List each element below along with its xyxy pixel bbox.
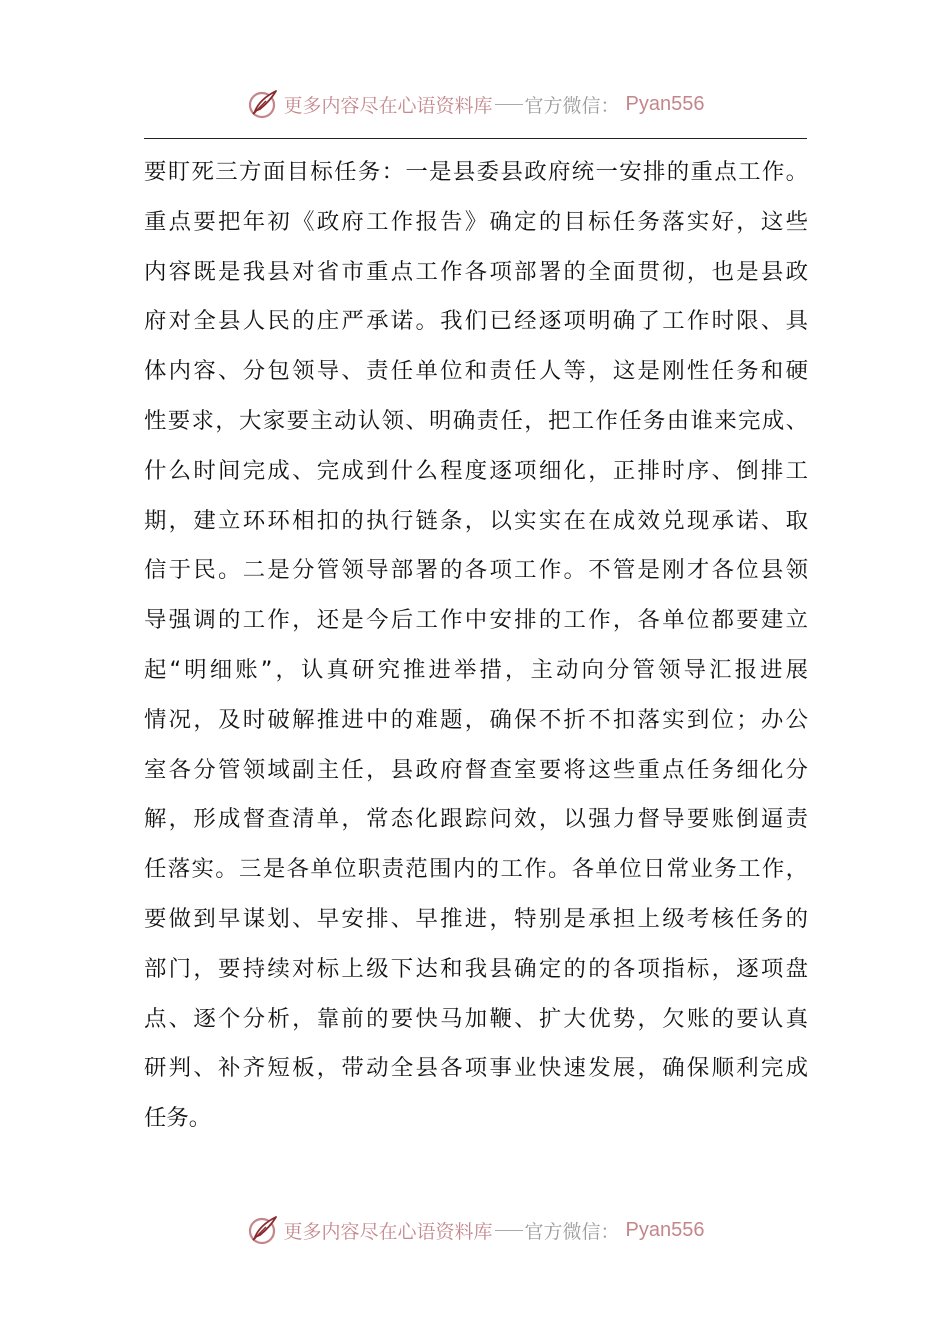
header-site-text: 更多内容尽在心语资料库 xyxy=(283,94,493,117)
body-line: 解，形成督查清单，常态化跟踪问效，以强力督导要账倒逼责 xyxy=(144,806,808,833)
body-line: 内容既是我县对省市重点工作各项部署的全面贯彻，也是县政 xyxy=(144,258,808,285)
body-line: 期，建立环环相扣的执行链条，以实实在在成效兑现承诺、取 xyxy=(144,507,808,534)
body-line-last: 任务。 xyxy=(144,1105,212,1132)
header-wechat-id: Pyan556 xyxy=(625,92,705,115)
body-line: 情况，及时破解推进中的难题，确保不折不扣落实到位；办公 xyxy=(144,706,808,733)
body-line: 导强调的工作，还是今后工作中安排的工作，各单位都要建立 xyxy=(144,607,808,634)
header-banner xyxy=(0,84,950,124)
body-line: 信于民。二是分管领导部署的各项工作。不管是刚才各位县领 xyxy=(144,557,808,584)
header-dash xyxy=(495,104,523,105)
footer-wechat-id: Pyan556 xyxy=(625,1218,705,1241)
body-line: 什么时间完成、完成到什么程度逐项细化，正排时序、倒排工 xyxy=(144,457,808,484)
body-line: 点、逐个分析，靠前的要快马加鞭、扩大优势，欠账的要认真 xyxy=(144,1005,808,1032)
footer-wechat-label: 官方微信： xyxy=(524,1220,620,1243)
header-wechat-label: 官方微信： xyxy=(524,94,620,117)
body-line: 要盯死三方面目标任务：一是县委县政府统一安排的重点工作。 xyxy=(144,159,808,185)
feather-pen-logo-icon xyxy=(246,87,280,121)
footer-banner xyxy=(0,1210,950,1250)
header-divider xyxy=(144,138,807,139)
body-line: 要做到早谋划、早安排、早推进，特别是承担上级考核任务的 xyxy=(144,905,808,932)
body-line: 性要求，大家要主动认领、明确责任，把工作任务由谁来完成、 xyxy=(144,407,808,434)
body-line: 室各分管领域副主任，县政府督查室要将这些重点任务细化分 xyxy=(144,756,808,783)
body-line: 研判、补齐短板，带动全县各项事业快速发展，确保顺利完成 xyxy=(144,1055,808,1082)
body-line: 重点要把年初《政府工作报告》确定的目标任务落实好，这些 xyxy=(144,208,808,235)
body-line: 任落实。三是各单位职责范围内的工作。各单位日常业务工作， xyxy=(144,856,808,883)
body-line: 部门，要持续对标上级下达和我县确定的的各项指标，逐项盘 xyxy=(144,955,808,982)
document-body xyxy=(144,148,808,1144)
feather-pen-logo-icon xyxy=(246,1213,280,1247)
body-line: 府对全县人民的庄严承诺。我们已经逐项明确了工作时限、具 xyxy=(144,308,808,335)
footer-dash xyxy=(495,1230,523,1231)
body-line: 体内容、分包领导、责任单位和责任人等，这是刚性任务和硬 xyxy=(144,358,808,385)
body-line: 起“明细账”，认真研究推进举措，主动向分管领导汇报进展 xyxy=(144,656,808,683)
footer-site-text: 更多内容尽在心语资料库 xyxy=(283,1220,493,1243)
